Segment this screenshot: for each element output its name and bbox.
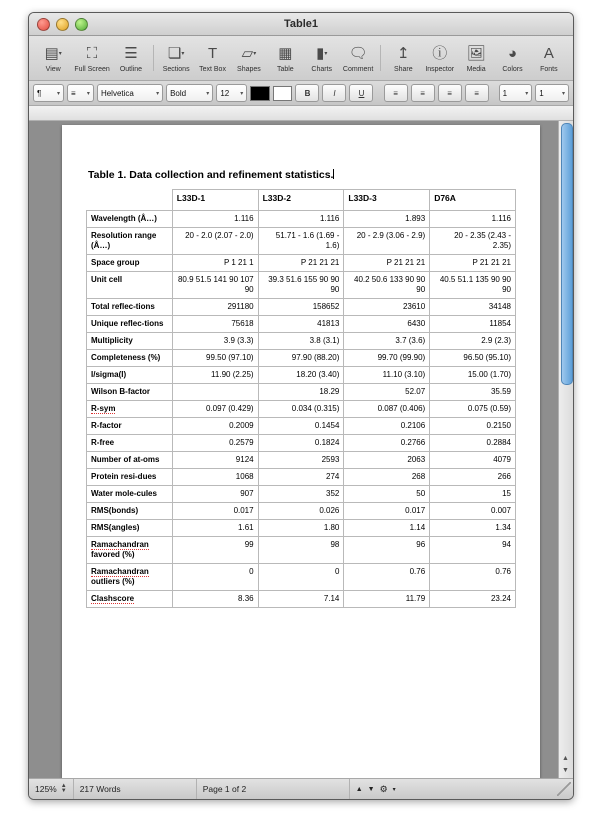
- table-cell[interactable]: 3.8 (3.1): [258, 333, 344, 350]
- table-cell[interactable]: 20 - 2.35 (2.43 - 2.35): [430, 228, 516, 255]
- table-cell[interactable]: 268: [344, 469, 430, 486]
- table-row[interactable]: [87, 537, 516, 564]
- table-row-header: Water mole-cules: [87, 486, 173, 503]
- table-cell[interactable]: 18.20 (3.40): [258, 367, 344, 384]
- toolbar-button-outline[interactable]: [113, 42, 149, 74]
- toolbar-button-text-box[interactable]: [194, 42, 230, 74]
- toolbar-label: Fonts: [540, 66, 558, 73]
- fill-color-swatch[interactable]: [273, 86, 293, 101]
- align-right-button[interactable]: ≡: [438, 84, 462, 102]
- table-cell[interactable]: 0.1824: [258, 435, 344, 452]
- table-column-header: L33D-1: [172, 190, 258, 211]
- page-title: [88, 169, 516, 181]
- document-page[interactable]: [62, 125, 540, 778]
- window-resize-handle[interactable]: [557, 782, 571, 796]
- table-row[interactable]: [87, 299, 516, 316]
- table-cell[interactable]: 3.7 (3.6): [344, 333, 430, 350]
- table-row-header: RMS(bonds): [87, 503, 173, 520]
- align-justify-button[interactable]: ≡: [465, 84, 489, 102]
- font-family-menu[interactable]: [97, 84, 163, 102]
- table-row-header: Wilson B-factor: [87, 384, 173, 401]
- font-style-menu[interactable]: [166, 84, 213, 102]
- table-row[interactable]: [87, 272, 516, 299]
- word-count: [74, 779, 197, 799]
- table-cell[interactable]: P 21 21 21: [258, 255, 344, 272]
- paragraph-style-menu[interactable]: [33, 84, 64, 102]
- status-bar: [29, 778, 573, 799]
- table-column-header: D76A: [430, 190, 516, 211]
- vertical-scrollbar[interactable]: [558, 121, 573, 778]
- table-cell[interactable]: 0.034 (0.315): [258, 401, 344, 418]
- chevron-down-icon: ▾: [206, 90, 210, 97]
- window-titlebar[interactable]: [29, 13, 573, 36]
- table-cell[interactable]: 0.017: [172, 503, 258, 520]
- table-row-header: Unique reflec-tions: [87, 316, 173, 333]
- toolbar-separator: [153, 45, 154, 71]
- table-cell[interactable]: 99: [172, 537, 258, 564]
- align-center-button[interactable]: ≡: [411, 84, 435, 102]
- table-column-header: L33D-2: [258, 190, 344, 211]
- minimize-button[interactable]: [56, 18, 69, 31]
- toolbar-button-colors[interactable]: [494, 42, 530, 74]
- table-cell[interactable]: 11.90 (2.25): [172, 367, 258, 384]
- table-cell[interactable]: 907: [172, 486, 258, 503]
- table-cell[interactable]: 7.14: [258, 591, 344, 608]
- text-caret: [333, 169, 334, 179]
- gear-icon[interactable]: ⚙: [379, 783, 388, 794]
- table-cell[interactable]: 98: [258, 537, 344, 564]
- table-cell[interactable]: 23610: [344, 299, 430, 316]
- font-size-menu[interactable]: [216, 84, 247, 102]
- table-row-header: Number of at-oms: [87, 452, 173, 469]
- view-icon: ▤ ▾: [44, 45, 62, 62]
- table-cell[interactable]: 11.79: [344, 591, 430, 608]
- table-row[interactable]: [87, 228, 516, 255]
- table-cell[interactable]: 4079: [430, 452, 516, 469]
- document-window: [28, 12, 574, 800]
- table-cell[interactable]: 15.00 (1.70): [430, 367, 516, 384]
- toolbar-button-view[interactable]: [35, 42, 71, 74]
- table-row-header: R-factor: [87, 418, 173, 435]
- table-cell[interactable]: 0.2579: [172, 435, 258, 452]
- table-cell[interactable]: 1.116: [172, 211, 258, 228]
- chevron-down-icon: ▾: [525, 90, 529, 97]
- table-row[interactable]: [87, 591, 516, 608]
- toolbar-button-sections[interactable]: [158, 42, 194, 74]
- table-cell[interactable]: 0.087 (0.406): [344, 401, 430, 418]
- zoom-control[interactable]: [29, 779, 74, 799]
- table-cell[interactable]: 40.2 50.6 133 90 90 90: [344, 272, 430, 299]
- toolbar-button-fonts[interactable]: [531, 42, 567, 74]
- table-cell[interactable]: 11.10 (3.10): [344, 367, 430, 384]
- full-screen-icon: ⛶: [86, 45, 98, 62]
- table-cell[interactable]: 0: [172, 564, 258, 591]
- zoom-value: 125%: [35, 784, 57, 794]
- table-cell[interactable]: 96: [344, 537, 430, 564]
- scroll-down-arrow-icon[interactable]: ▼: [562, 767, 569, 774]
- table-cell[interactable]: 3.9 (3.3): [172, 333, 258, 350]
- table-row[interactable]: [87, 520, 516, 537]
- share-icon: ↥: [397, 45, 410, 62]
- paragraph-style-icon: ¶: [37, 88, 42, 98]
- table-cell[interactable]: 15: [430, 486, 516, 503]
- table-cell[interactable]: 0.1454: [258, 418, 344, 435]
- chevron-down-icon: ▾: [56, 90, 60, 97]
- chevron-down-icon: ▾: [156, 90, 160, 97]
- table-cell[interactable]: 80.9 51.5 141 90 107 90: [172, 272, 258, 299]
- page-navigation[interactable]: [350, 779, 402, 799]
- table-cell[interactable]: 1.893: [344, 211, 430, 228]
- main-toolbar: [29, 36, 573, 81]
- statistics-table[interactable]: [86, 189, 516, 608]
- toolbar-label: Shapes: [237, 66, 261, 73]
- table-cell[interactable]: 96.50 (95.10): [430, 350, 516, 367]
- table-cell[interactable]: 1.116: [430, 211, 516, 228]
- table-cell[interactable]: 0.76: [430, 564, 516, 591]
- table-row[interactable]: [87, 316, 516, 333]
- page-down-icon[interactable]: ▼: [367, 785, 375, 793]
- table-row-header: Protein resi-dues: [87, 469, 173, 486]
- table-cell[interactable]: 75618: [172, 316, 258, 333]
- page-title-text: Table 1. Data collection and refinement statistics.: [88, 169, 334, 181]
- table-cell[interactable]: 39.3 51.6 155 90 90 90: [258, 272, 344, 299]
- toolbar-label: View: [45, 66, 61, 73]
- toolbar-separator: [380, 45, 381, 71]
- toolbar-label: Sections: [162, 66, 190, 73]
- table-cell[interactable]: 0.026: [258, 503, 344, 520]
- table-cell[interactable]: 94: [430, 537, 516, 564]
- table-row-header: Multiplicity: [87, 333, 173, 350]
- list-style-menu[interactable]: [67, 84, 94, 102]
- font-family-value: Helvetica: [100, 88, 134, 98]
- table-cell[interactable]: 0.097 (0.429): [172, 401, 258, 418]
- table-cell[interactable]: 352: [258, 486, 344, 503]
- table-cell[interactable]: 20 - 2.0 (2.07 - 2.0): [172, 228, 258, 255]
- table-cell[interactable]: 1.80: [258, 520, 344, 537]
- spellcheck-underline: Clashscore: [91, 594, 135, 603]
- table-row-header: Resolution range (Å…): [87, 228, 173, 255]
- table-cell[interactable]: 34148: [430, 299, 516, 316]
- sections-icon: ❏ ▾: [167, 45, 185, 62]
- toolbar-button-media[interactable]: [458, 42, 494, 74]
- table-row[interactable]: [87, 564, 516, 591]
- comment-icon: 🗨: [348, 45, 368, 62]
- table-cell[interactable]: 2.9 (2.3): [430, 333, 516, 350]
- toolbar-label: Outline: [119, 66, 143, 73]
- table-row-header: RMS(angles): [87, 520, 173, 537]
- table-cell[interactable]: 40.5 51.1 135 90 90 90: [430, 272, 516, 299]
- toolbar-button-full-screen[interactable]: [71, 42, 112, 74]
- chevron-down-icon: ▾: [240, 90, 244, 97]
- table-row-header: Ramachandran outliers (%): [87, 564, 173, 591]
- table-cell[interactable]: 41813: [258, 316, 344, 333]
- table-cell[interactable]: 0.2150: [430, 418, 516, 435]
- table-cell[interactable]: 0.075 (0.59): [430, 401, 516, 418]
- table-row-header: Space group: [87, 255, 173, 272]
- toolbar-label: Media: [466, 66, 486, 73]
- word-count-value: 217 Words: [79, 784, 121, 794]
- table-row-header: Ramachandran favored (%): [87, 537, 173, 564]
- toolbar-label: Table: [276, 66, 294, 73]
- table-cell[interactable]: 2593: [258, 452, 344, 469]
- toolbar-label: Colors: [502, 66, 523, 73]
- charts-icon: ▮ ▾: [316, 45, 328, 62]
- toolbar-button-charts[interactable]: [304, 42, 340, 74]
- scroll-up-arrow-icon[interactable]: ▲: [562, 755, 569, 762]
- table-cell[interactable]: 1068: [172, 469, 258, 486]
- table-cell[interactable]: 8.36: [172, 591, 258, 608]
- table-cell[interactable]: 2063: [344, 452, 430, 469]
- table-cell[interactable]: 158652: [258, 299, 344, 316]
- font-size-value: 12: [220, 88, 230, 98]
- table-cell[interactable]: 50: [344, 486, 430, 503]
- table-cell[interactable]: 9124: [172, 452, 258, 469]
- table-row[interactable]: [87, 350, 516, 367]
- chevron-down-icon: ▾: [86, 90, 90, 97]
- window-title: Table1: [283, 18, 319, 30]
- table-cell[interactable]: 35.59: [430, 384, 516, 401]
- text-color-swatch[interactable]: [250, 86, 270, 101]
- table-cell[interactable]: 51.71 - 1.6 (1.69 - 1.6): [258, 228, 344, 255]
- table-cell[interactable]: 0.2766: [344, 435, 430, 452]
- toolbar-label: Share: [393, 66, 413, 73]
- table-body: [87, 211, 516, 608]
- table-row-header: Wavelength (Å…): [87, 211, 173, 228]
- inspector-icon: ⓘ: [432, 45, 448, 62]
- table-cell[interactable]: 0.2009: [172, 418, 258, 435]
- table-row[interactable]: [87, 211, 516, 228]
- toolbar-label: Inspector: [425, 66, 455, 73]
- zoom-button[interactable]: [75, 18, 88, 31]
- table-cell[interactable]: 18.29: [258, 384, 344, 401]
- table-cell[interactable]: 97.90 (88.20): [258, 350, 344, 367]
- line-spacing-menu[interactable]: [499, 84, 533, 102]
- table-cell[interactable]: 0.007: [430, 503, 516, 520]
- outline-icon: ☰: [124, 45, 138, 62]
- table-cell[interactable]: [172, 384, 258, 401]
- chevron-down-icon: ▾: [561, 90, 565, 97]
- table-cell[interactable]: 291180: [172, 299, 258, 316]
- table-row[interactable]: [87, 469, 516, 486]
- table-cell[interactable]: 6430: [344, 316, 430, 333]
- table-cell[interactable]: 0.76: [344, 564, 430, 591]
- toolbar-button-comment[interactable]: [340, 42, 376, 74]
- table-header: [87, 190, 516, 211]
- colors-icon: ◕: [507, 45, 518, 62]
- toolbar-button-share[interactable]: [385, 42, 421, 74]
- table-row-header: Total reflec-tions: [87, 299, 173, 316]
- media-icon: 🖼: [466, 45, 486, 62]
- window-controls: [37, 18, 88, 31]
- list-style-icon: ≡: [71, 88, 76, 98]
- columns-menu[interactable]: [535, 84, 569, 102]
- line-spacing-value: 1: [502, 88, 508, 98]
- table-cell[interactable]: 0: [258, 564, 344, 591]
- shapes-icon: ▱ ▾: [241, 45, 257, 62]
- italic-button[interactable]: I: [322, 84, 346, 102]
- table-row[interactable]: [87, 435, 516, 452]
- page-indicator: [197, 779, 350, 799]
- table-cell[interactable]: 0.017: [344, 503, 430, 520]
- table-row[interactable]: [87, 418, 516, 435]
- page-up-icon[interactable]: ▲: [355, 785, 363, 793]
- table-cell[interactable]: 1.116: [258, 211, 344, 228]
- toolbar-label: Charts: [311, 66, 333, 73]
- fonts-icon: A: [543, 45, 554, 62]
- table-cell[interactable]: 23.24: [430, 591, 516, 608]
- table-cell[interactable]: 11854: [430, 316, 516, 333]
- table-cell[interactable]: 266: [430, 469, 516, 486]
- table-cell[interactable]: 0.2884: [430, 435, 516, 452]
- table-row[interactable]: [87, 367, 516, 384]
- zoom-stepper-icon[interactable]: ▲ ▼: [60, 783, 67, 794]
- table-header-row: [87, 190, 516, 211]
- table-row-header: Completeness (%): [87, 350, 173, 367]
- table-cell[interactable]: 274: [258, 469, 344, 486]
- table-row[interactable]: [87, 255, 516, 272]
- toolbar-label: Comment: [342, 66, 374, 73]
- spellcheck-underline: Ramachandran: [91, 567, 149, 576]
- toolbar-label: Text Box: [199, 66, 226, 73]
- table-cell[interactable]: P 21 21 21: [430, 255, 516, 272]
- table-row-header: Unit cell: [87, 272, 173, 299]
- table-row[interactable]: [87, 486, 516, 503]
- table-cell[interactable]: 99.70 (99.90): [344, 350, 430, 367]
- page-indicator-value: Page 1 of 2: [202, 784, 247, 794]
- table-cell[interactable]: 1.61: [172, 520, 258, 537]
- table-column-header: L33D-3: [344, 190, 430, 211]
- table-row[interactable]: [87, 452, 516, 469]
- table-row-header: [87, 401, 173, 418]
- table-cell[interactable]: 0.2106: [344, 418, 430, 435]
- table-cell[interactable]: 1.14: [344, 520, 430, 537]
- columns-value: 1: [539, 88, 544, 98]
- table-cell[interactable]: P 21 21 21: [344, 255, 430, 272]
- chevron-down-icon[interactable]: ▾: [392, 786, 396, 793]
- vertical-scroll-thumb[interactable]: [561, 123, 573, 385]
- format-bar: [29, 81, 573, 106]
- table-cell[interactable]: P 1 21 1: [172, 255, 258, 272]
- toolbar-button-table[interactable]: [267, 42, 303, 74]
- table-row[interactable]: [87, 333, 516, 350]
- table-row-header: [87, 591, 173, 608]
- table-cell[interactable]: 20 - 2.9 (3.06 - 2.9): [344, 228, 430, 255]
- font-style-value: Bold: [170, 88, 187, 98]
- table-row-header: I/sigma(I): [87, 367, 173, 384]
- close-button[interactable]: [37, 18, 50, 31]
- table-row[interactable]: [87, 384, 516, 401]
- underline-button[interactable]: U: [349, 84, 373, 102]
- table-icon: ▦: [278, 45, 293, 62]
- table-row[interactable]: [87, 503, 516, 520]
- table-cell[interactable]: 1.34: [430, 520, 516, 537]
- table-corner-cell: [87, 190, 173, 211]
- table-row[interactable]: [87, 401, 516, 418]
- horizontal-ruler[interactable]: [29, 106, 573, 121]
- toolbar-button-shapes[interactable]: [231, 42, 267, 74]
- spellcheck-underline: Ramachandran: [91, 540, 149, 549]
- spellcheck-underline: R-sym: [91, 404, 116, 413]
- text-box-icon: T: [207, 45, 218, 62]
- document-canvas[interactable]: [29, 121, 573, 778]
- toolbar-label: Full Screen: [74, 66, 110, 73]
- bold-button[interactable]: B: [295, 84, 319, 102]
- align-left-button[interactable]: ≡: [384, 84, 408, 102]
- table-cell[interactable]: 52.07: [344, 384, 430, 401]
- toolbar-button-inspector[interactable]: [422, 42, 458, 74]
- table-row-header: R-free: [87, 435, 173, 452]
- table-cell[interactable]: 99.50 (97.10): [172, 350, 258, 367]
